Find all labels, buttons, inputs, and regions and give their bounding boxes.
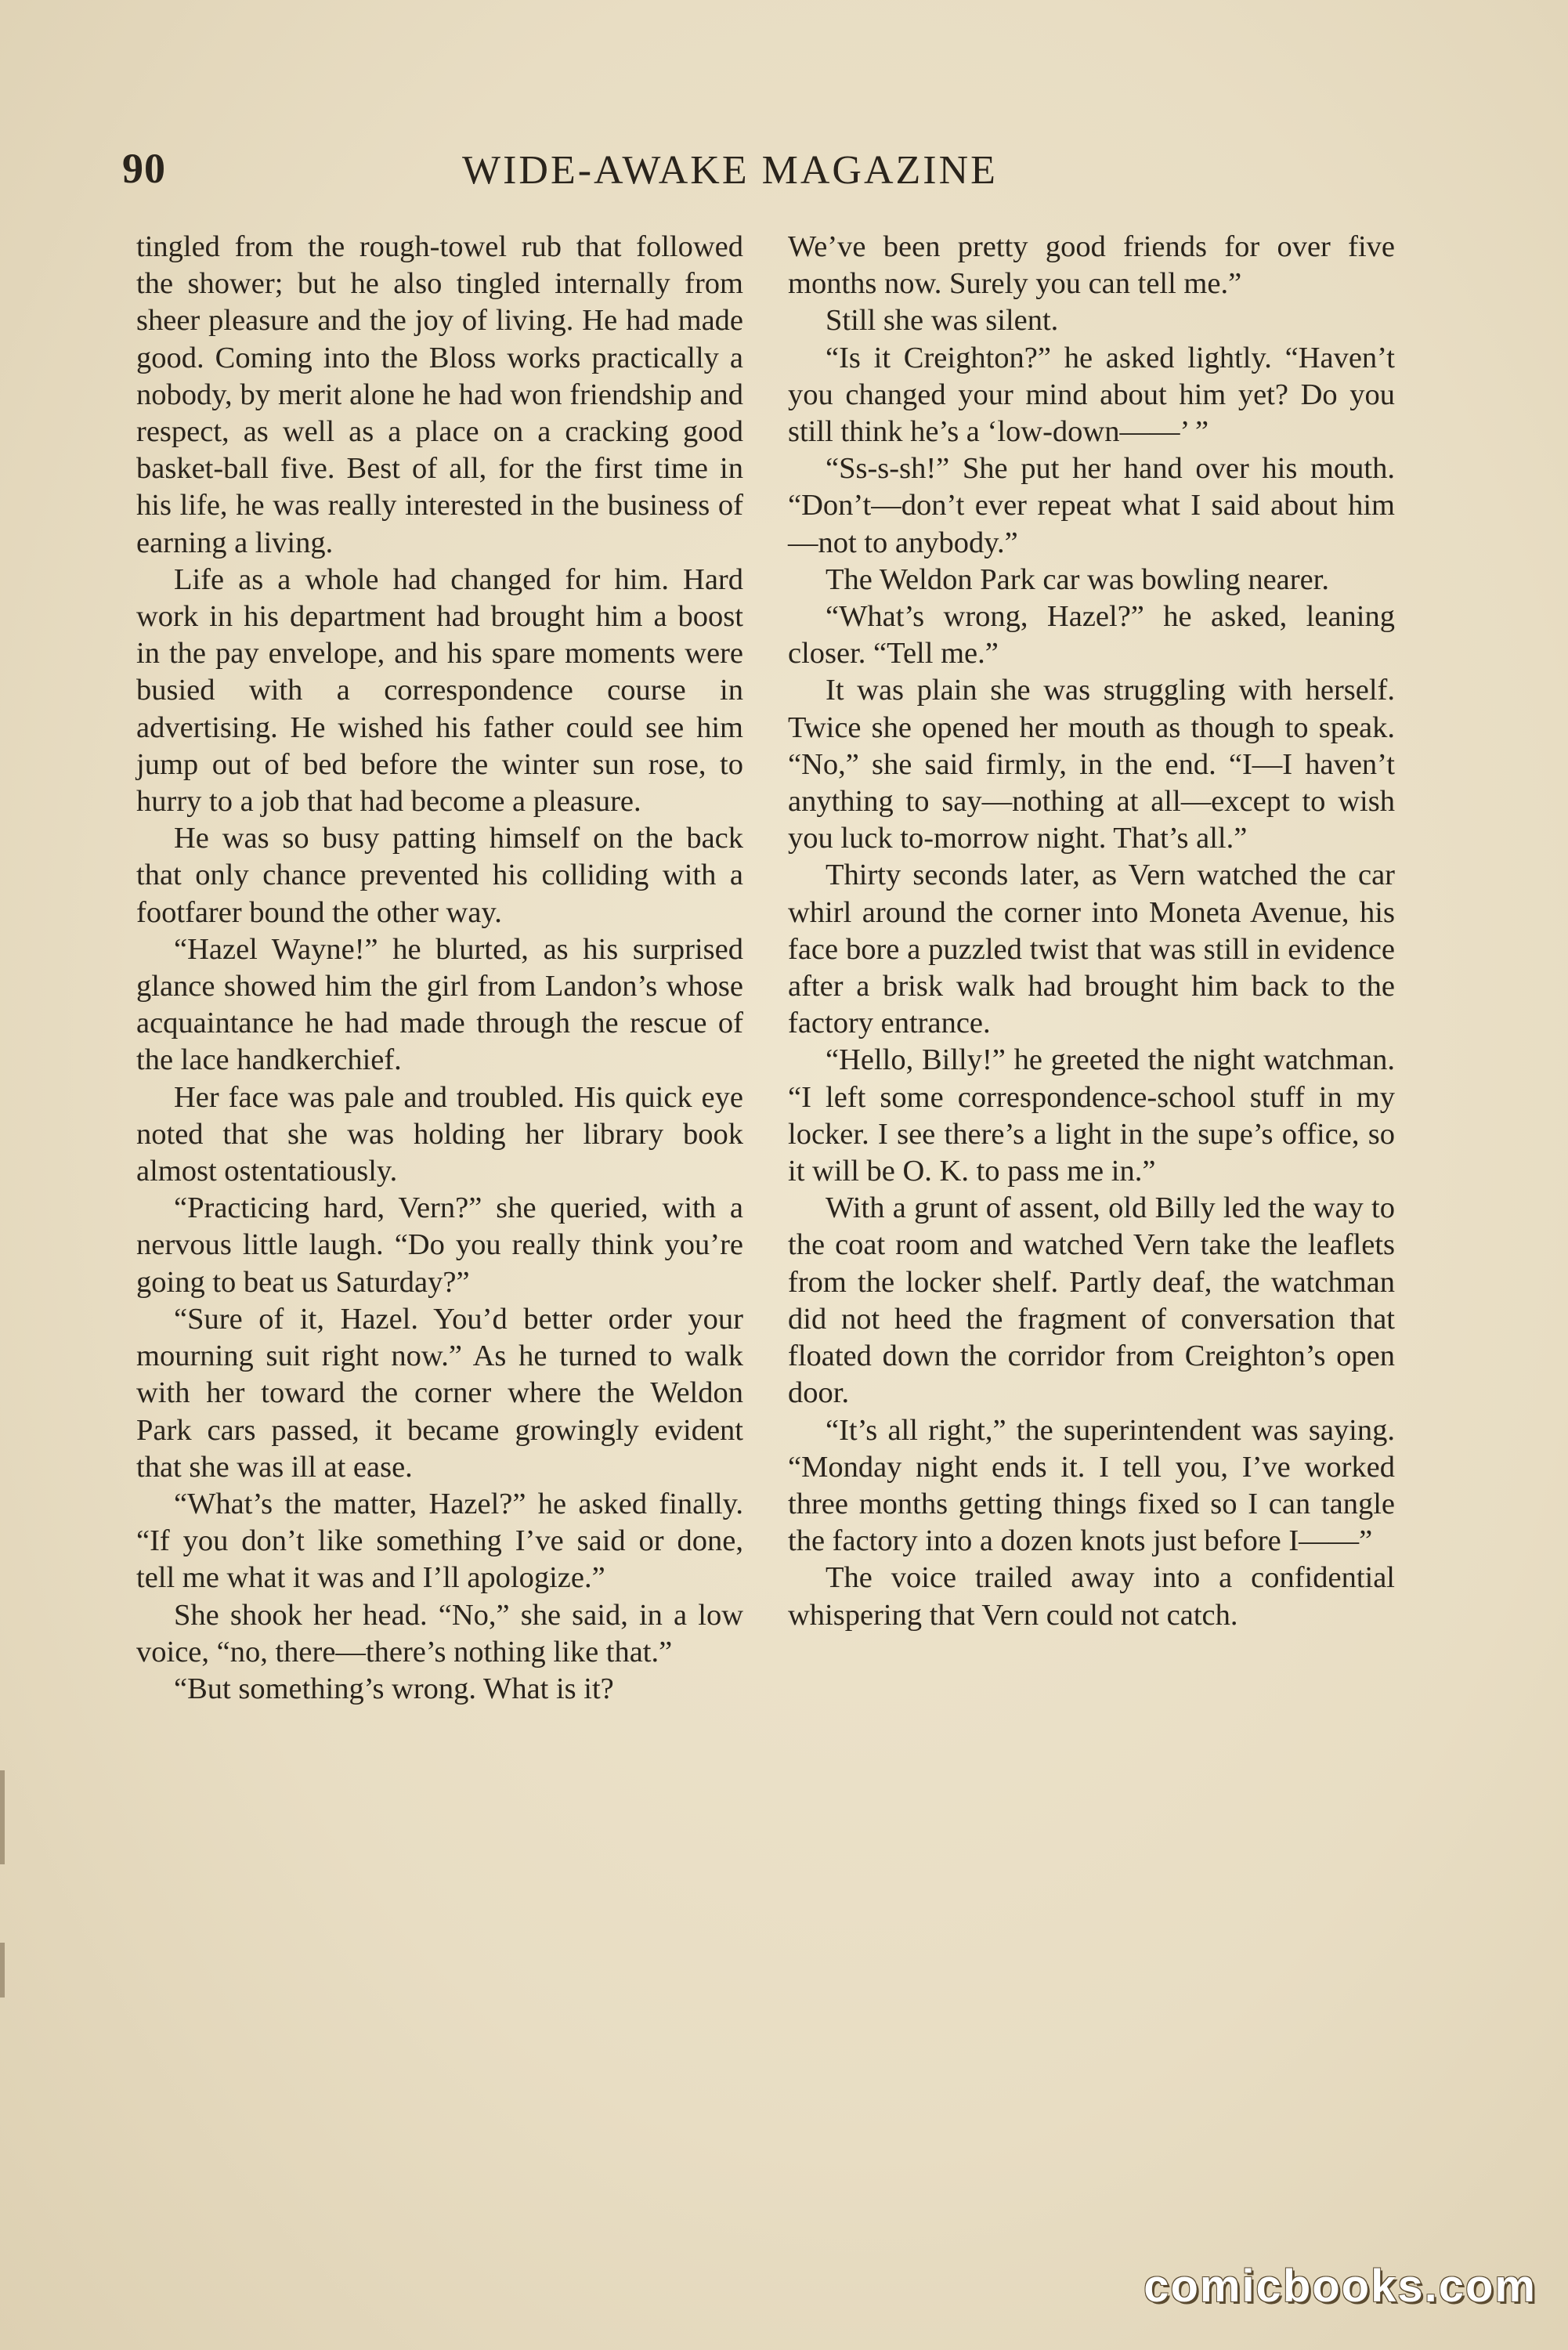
paragraph: He was so busy patting himself on the back that only chance prevented his colliding with a footfarer bound the other way. (136, 822, 743, 929)
paragraph: Life as a whole had changed for him. Hard work in his department had brought him a boost in the pay envelope, and his spare moments were busied with a correspondence course in advertising. He wished his father could see him jump out of bed before the winter sun rose, to hurry to a job that had become a pleasure. (136, 562, 743, 819)
page-number: 90 (122, 145, 166, 192)
left-column (136, 229, 743, 1708)
paragraph: “Is it Creighton?” he asked lightly. “Haven’t you changed your mind about him yet? Do you still think he’s a ‘low-down——’ ” (788, 341, 1395, 449)
paragraph: The voice trailed away into a confidential whispering that Vern could not catch. (788, 1561, 1395, 1632)
paragraph: Still she was silent. (826, 304, 1059, 338)
paragraph: “Sure of it, Hazel. You’d better order your mourning suit right now.” As he turned to walk with her toward the corner where the Weldon Park cars passed, it became growingly evident that she was ill at ease. (136, 1302, 743, 1484)
page-edge-mark (0, 1943, 5, 1998)
paragraph: “Hazel Wayne!” he blurted, as his surprised glance showed him the girl from Landon’s whose acquaintance he had made through the rescue of the lace handkerchief. (136, 932, 743, 1077)
paragraph: “What’s wrong, Hazel?” he asked, leaning closer. “Tell me.” (788, 600, 1395, 671)
paragraph: It was plain she was struggling with herself. Twice she opened her mouth as though to speak. “No,” she said firmly, in the end. “I—I haven’t anything to say—nothing at all—except to wish you luck to-morrow night. That’s all.” (788, 674, 1395, 855)
page-edge-mark (0, 1770, 5, 1864)
paragraph: tingled from the rough-towel rub that followed the shower; but he also tingled internally from sheer pleasure and the joy of living. He had made good. Coming into the Bloss works practically a nobody, by merit alone he had won friendship and respect, as well as a place on a cracking good basket-ball five. Best of all, for the first time in his life, he was really interested in the business of earning a living. (136, 230, 743, 559)
paragraph: With a grunt of assent, old Billy led the way to the coat room and watched Vern take the leaflets from the locker shelf. Partly deaf, the watchman did not heed the fragment of conversation that floated down the corridor from Creighton’s open door. (788, 1191, 1395, 1410)
paragraph: Thirty seconds later, as Vern watched the car whirl around the corner into Moneta Avenue, his face bore a puzzled twist that was still in evidence after a brisk walk had brought him back to the factory entrance. (788, 859, 1395, 1040)
right-column (788, 229, 1395, 1634)
paragraph: “What’s the matter, Hazel?” he asked finally. “If you don’t like something I’ve said or done, tell me what it was and I’ll apologize.” (136, 1487, 743, 1595)
paragraph: “It’s all right,” the superintendent was saying. “Monday night ends it. I tell you, I’ve worked three months getting things fixed so I can tangle the factory into a dozen knots just before I——” (788, 1413, 1395, 1558)
paragraph: “But something’s wrong. What is it? (174, 1672, 614, 1705)
running-head: WIDE-AWAKE MAGAZINE (462, 148, 998, 193)
paragraph: “Ss-s-sh!” She put her hand over his mouth. “Don’t—don’t ever repeat what I said about him—not to anybody.” (788, 452, 1395, 559)
paragraph: We’ve been pretty good friends for over five months now. Surely you can tell me.” (788, 230, 1395, 301)
paragraph: The Weldon Park car was bowling nearer. (826, 562, 1329, 596)
paragraph: “Hello, Billy!” he greeted the night watchman. “I left some correspondence-school stuff in my locker. I see there’s a light in the supe’s office, so it will be O. K. to pass me in.” (788, 1043, 1395, 1188)
paragraph: She shook her head. “No,” she said, in a low voice, “no, there—there’s nothing like that.” (136, 1598, 743, 1668)
paragraph: “Practicing hard, Vern?” she queried, with a nervous little laugh. “Do you really think you’re going to beat us Saturday?” (136, 1191, 743, 1299)
watermark: comicbooks.com (1143, 2261, 1537, 2312)
paragraph: Her face was pale and troubled. His quick eye noted that she was holding her library book almost ostentatiously. (136, 1080, 743, 1188)
